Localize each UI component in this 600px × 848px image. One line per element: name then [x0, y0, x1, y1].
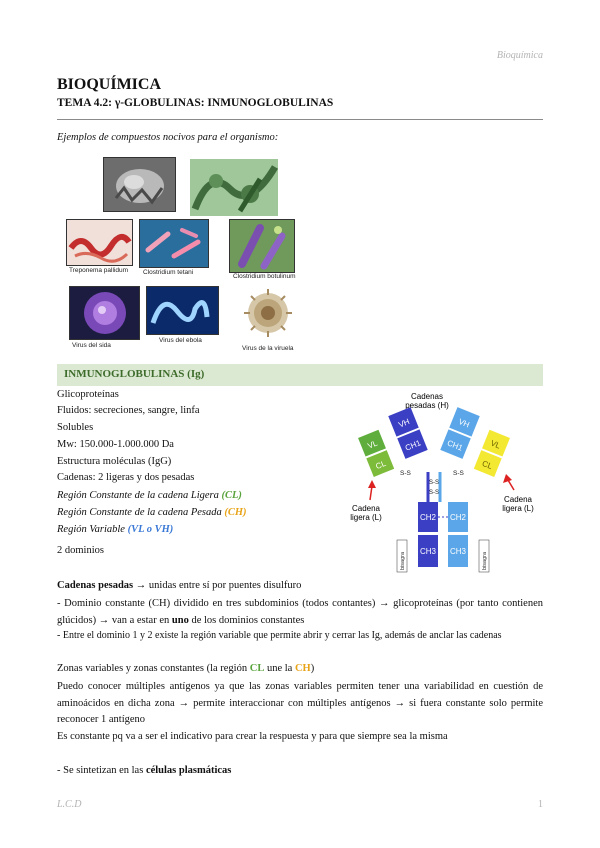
property-item: Cadenas: 2 ligeras y dos pesadas [57, 472, 195, 483]
zones-intro-b: une la [264, 663, 295, 674]
microbe-caption-6: Virus de la viruela [242, 345, 294, 352]
diagram-ss-hinge-2: S-S [428, 490, 440, 496]
plasma-bold: células plasmáticas [145, 765, 232, 776]
page-title: BIOQUÍMICA [57, 76, 162, 93]
zones-intro-c: ) [310, 663, 315, 674]
property-item: Mw: 150.000-1.000.000 Da [57, 439, 174, 450]
microbe-image-3 [66, 219, 133, 266]
heavy-chains-lead [57, 580, 301, 591]
heavy-chains-item-1 [57, 596, 543, 629]
diagram-heavy-label-1: Cadenas [410, 392, 444, 401]
microbe-image-2 [190, 159, 278, 216]
section-title: INMUNOGLOBULINAS (Ig) [64, 368, 205, 380]
region-light-label: Región Constante de la cadena Ligera [57, 490, 219, 501]
diagram-cl-right-text: CL [480, 458, 494, 472]
diagram-hinge-label-right: bisagra [482, 551, 488, 570]
microbe-caption-4: Virus del sida [72, 342, 111, 349]
diagram-vh-left-text: VH [397, 417, 411, 430]
diagram-light-right-2: ligera (L) [502, 504, 534, 513]
diagram-ch3-right-text: CH3 [449, 547, 467, 556]
diagram-ch1-left-text: CH1 [403, 438, 423, 453]
heavy-chains-item-1-bold: uno [171, 614, 189, 626]
zones-intro-cl: CL [249, 663, 265, 674]
microbe-image-7 [146, 286, 219, 335]
property-item: Solubles [57, 422, 94, 433]
diagram-light-left-2: ligera (L) [350, 513, 382, 522]
heavy-chains-item-1-text: - Dominio constante (CH) dividido en tres subdominios (todos contantes) → glicoproteínas (por tanto contienen glúcidos) → van a estar en [57, 598, 543, 626]
heavy-chains-bold: Cadenas pesadas [57, 580, 134, 591]
microbe-caption-1: Treponema pallidum [69, 267, 129, 274]
diagram-hinge-label-left: bisagra [400, 551, 406, 570]
zones-intro [57, 663, 314, 674]
diagram-vl-right-text: VL [489, 438, 502, 451]
microbe-image-6 [69, 286, 140, 340]
page-number: 1 [538, 799, 543, 810]
diagram-vl-left-text: VL [366, 438, 379, 451]
diagram-heavy-label-2: pesadas (H) [405, 401, 449, 410]
diagram-ch1-right-text: CH1 [445, 438, 465, 453]
property-item: Glicoproteínas [57, 389, 119, 400]
antibody-diagram [340, 388, 550, 582]
diagram-ss-left: S-S [400, 470, 411, 477]
plasma-prefix: - Se sintetizan en las [57, 765, 146, 776]
diagram-light-right-1: Cadena [503, 495, 533, 504]
region-variable [57, 524, 173, 535]
microbe-image-5 [229, 219, 295, 273]
running-header: Bioquímica [496, 50, 543, 61]
diagram-vh-right-text: VH [457, 417, 471, 430]
diagram-ch3-left-text: CH3 [419, 547, 437, 556]
microbe-image-4 [139, 219, 209, 268]
region-light-code: (CL) [221, 490, 242, 501]
diagram-ss-right: S-S [453, 470, 464, 477]
heavy-chains-item-2: - Entre el dominio 1 y 2 existe la región variable que permite abrir y cerrar las Ig, además de anclar las cadenas [57, 630, 502, 641]
diagram-arrowhead-left [368, 480, 376, 488]
heavy-chains-rest: → unidas entre sí por puentes disulfuro [133, 580, 302, 591]
diagram-ss-hinge-1: S-S [428, 480, 440, 486]
region-variable-label: Región Variable [57, 524, 125, 535]
diagram-arrow-left [370, 486, 372, 500]
domains-text: 2 dominios [57, 545, 104, 556]
diagram-cl-left-text: CL [374, 458, 388, 472]
zones-paragraph: Puedo conocer múltiples antígenos ya que las zonas variables permiten tener una variabilidad en cuestión de aminoácidos en dicha zona → permite interaccionar con múltiples antígenos → si fuera constante solo permite reconocer 1 antígeno [57, 681, 543, 725]
diagram-ch2-left-text: CH2 [419, 513, 437, 522]
microbe-caption-5: Virus del ebola [159, 337, 202, 344]
zones-intro-ch: CH [294, 663, 311, 674]
examples-label: Ejemplos de compuestos nocivos para el organismo: [57, 132, 279, 143]
diagram-ch2-right-text: CH2 [449, 513, 467, 522]
plasma-cells-line [57, 765, 231, 776]
region-heavy-code: (CH) [224, 507, 247, 518]
property-item: Estructura moléculas (IgG) [57, 456, 172, 467]
heavy-chains-item-1-end: de los dominios constantes [188, 614, 305, 626]
microbe-caption-2: Clostridium tetani [143, 269, 194, 276]
microbe-image-8 [234, 286, 302, 342]
diagram-light-left-1: Cadena [351, 504, 381, 513]
title-rule [57, 119, 543, 120]
region-heavy [57, 507, 247, 518]
region-variable-code: (VL o VH) [127, 524, 174, 535]
property-item: Fluidos: secreciones, sangre, linfa [57, 405, 200, 416]
microbe-image-1 [103, 157, 176, 212]
diagram-arrowhead-right [503, 474, 512, 483]
diagram-arrow-right [508, 480, 514, 490]
footer-author: L.C.D [57, 799, 82, 810]
zones-last: Es constante pq va a ser el indicativo para crear la respuesta y para que siempre sea la misma [57, 731, 448, 742]
page-subtitle: TEMA 4.2: γ-GLOBULINAS: INMUNOGLOBULINAS [57, 97, 334, 109]
microbe-caption-3: Clostridium botulinum [233, 273, 296, 280]
region-light [57, 490, 242, 501]
zones-intro-a: Zonas variables y zonas constantes (la región [57, 663, 250, 674]
region-heavy-label: Región Constante de la cadena Pesada [57, 507, 222, 518]
